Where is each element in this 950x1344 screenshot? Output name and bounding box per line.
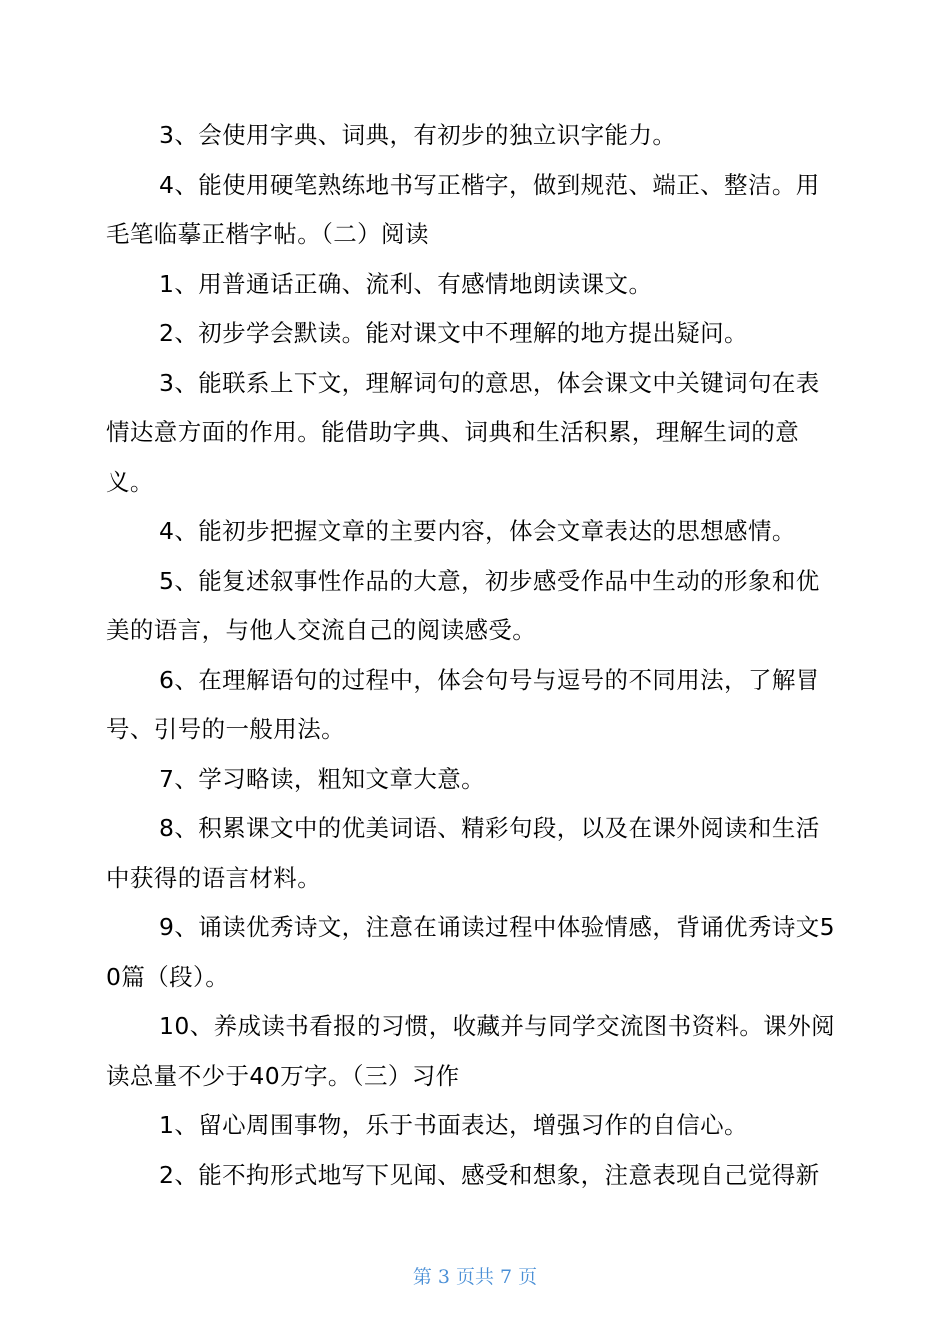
page-number-footer: 第 3 页共 7 页 xyxy=(412,1266,538,1288)
paragraph: 3、能联系上下文，理解词句的意思，体会课文中关键词句在表情达意方面的作用。能借助字典、词典和生活积累，理解生词的意义。 xyxy=(106,368,820,496)
paragraph: 8、积累课文中的优美词语、精彩句段，以及在课外阅读和生活中获得的语言材料。 xyxy=(106,814,820,892)
paragraph: 3、会使用字典、词典，有初步的独立识字能力。 xyxy=(159,121,677,149)
paragraph: 5、能复述叙事性作品的大意，初步感受作品中生动的形象和优美的语言，与他人交流自己的阅读感受。 xyxy=(106,566,820,644)
paragraph: 2、初步学会默读。能对课文中不理解的地方提出疑问。 xyxy=(159,319,748,347)
paragraph: 9、诵读优秀诗文，注意在诵读过程中体验情感，背诵优秀诗文50篇（段）。 xyxy=(106,913,836,991)
document-body xyxy=(106,111,842,1200)
paragraph: 6、在理解语句的过程中，体会句号与逗号的不同用法，了解冒号、引号的一般用法。 xyxy=(106,665,820,743)
paragraph: 1、留心周围事物，乐于书面表达，增强习作的自信心。 xyxy=(159,1111,748,1139)
paragraph: 4、能使用硬笔熟练地书写正楷字，做到规范、端正、整洁。用毛笔临摹正楷字帖。（二）阅读 xyxy=(106,170,820,248)
paragraph: 4、能初步把握文章的主要内容，体会文章表达的思想感情。 xyxy=(159,517,796,545)
paragraph: 7、学习略读，粗知文章大意。 xyxy=(159,764,486,793)
paragraph: 1、用普通话正确、流利、有感情地朗读课文。 xyxy=(159,269,653,298)
paragraph: 10、养成读书看报的习惯，收藏并与同学交流图书资料。课外阅读总量不少于40万字。（三）习作 xyxy=(106,1012,836,1090)
paragraph: 2、能不拘形式地写下见闻、感受和想象，注意表现自己觉得新 xyxy=(159,1160,820,1189)
